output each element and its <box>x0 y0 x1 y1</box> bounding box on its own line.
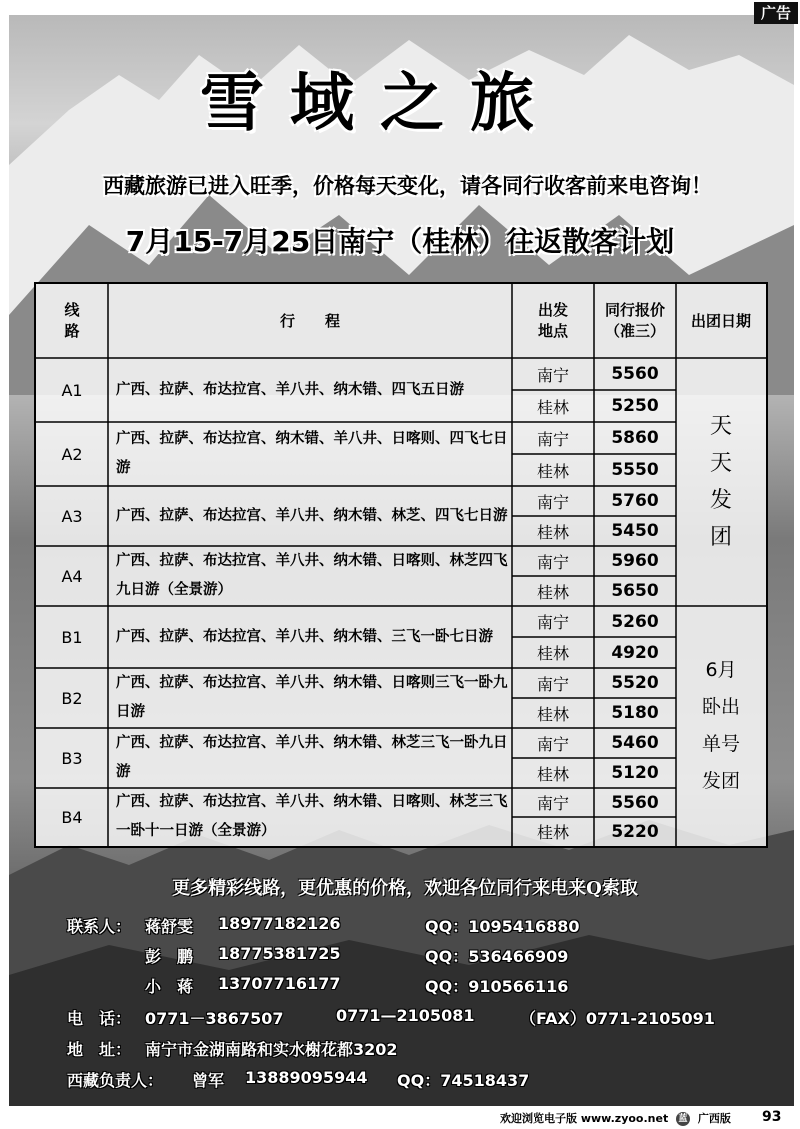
origin-city: 南宁 <box>536 794 569 813</box>
route-code: B1 <box>61 627 83 647</box>
origin-city: 南宁 <box>536 613 569 632</box>
price: 5120 <box>611 763 659 783</box>
price: 5650 <box>611 581 659 601</box>
address-label: 地 址： <box>67 1040 132 1059</box>
price: 5860 <box>611 428 659 448</box>
contact-name: 小 蒋 <box>145 977 194 996</box>
address-value: 南宁市金湖南路和实水榭花都3202 <box>145 1040 398 1059</box>
route-description: 广西、拉萨、布达拉宫、羊八井、纳木错、四飞五日游 <box>116 381 464 398</box>
price: 5520 <box>611 673 659 693</box>
fax-number: （FAX）0771-2105091 <box>520 1009 715 1028</box>
contact-qq: QQ：536466909 <box>425 947 569 966</box>
tibet-contact-name: 曾军 <box>192 1071 225 1090</box>
plan-title: 7月15-7月25日南宁（桂林）往返散客计划 <box>125 225 675 258</box>
origin-city: 南宁 <box>536 492 569 512</box>
header-route: 行 程 <box>279 311 340 330</box>
header-origin: 出发 地点 <box>537 301 568 340</box>
tibet-contact-label: 西藏负责人： <box>67 1071 164 1090</box>
price: 5460 <box>611 733 659 753</box>
departure-daily: 天 天 发 团 <box>709 414 732 550</box>
footer-link[interactable]: 欢迎浏览电子版 www.zyoo.net <box>500 1112 669 1125</box>
header-date: 出团日期 <box>690 311 751 330</box>
origin-city: 桂林 <box>536 397 569 417</box>
price: 5760 <box>611 491 659 511</box>
contact-phone: 18775381725 <box>218 944 341 963</box>
origin-city: 南宁 <box>536 552 569 572</box>
route-code: B4 <box>61 807 83 827</box>
badge-icon: 蓝 <box>676 1112 690 1126</box>
price: 4920 <box>611 642 659 663</box>
origin-city: 南宁 <box>536 429 569 449</box>
origin-city: 南宁 <box>536 365 569 385</box>
origin-city: 南宁 <box>536 734 569 754</box>
itinerary-table <box>34 282 768 848</box>
route-code: B2 <box>61 688 83 708</box>
phone-label: 电 话： <box>67 1009 132 1028</box>
origin-city: 桂林 <box>536 582 569 602</box>
price: 5250 <box>611 396 659 416</box>
route-code: A4 <box>61 566 83 586</box>
route-description: 广西、拉萨、布达拉宫、纳木错、羊八井、日喀则、四飞七日游 <box>116 431 508 476</box>
promo-text: 更多精彩线路，更优惠的价格，欢迎各位同行来电来Q索取 <box>172 878 638 899</box>
contact-phone: 13707716177 <box>218 974 341 993</box>
price: 5560 <box>611 364 659 384</box>
route-description: 广西、拉萨、布达拉宫、羊八井、纳木错、日喀则、林芝四飞九日游（全景游） <box>116 553 508 598</box>
route-description: 广西、拉萨、布达拉宫、羊八井、纳木错、日喀则、林芝三飞一卧十一日游（全景游） <box>116 794 508 839</box>
tibet-contact-qq: QQ：74518437 <box>397 1071 530 1090</box>
phone-number: 0771－3867507 <box>145 1009 284 1028</box>
footer-section: 广西版 <box>697 1112 731 1125</box>
price: 5560 <box>611 792 659 813</box>
route-description: 广西、拉萨、布达拉宫、羊八井、纳木错、三飞一卧七日游 <box>116 628 493 645</box>
contact-qq: QQ：1095416880 <box>425 917 580 936</box>
page-title: 雪域之旅 <box>200 66 560 141</box>
phone-number: 0771—2105081 <box>336 1006 475 1025</box>
contact-name: 彭 鹏 <box>145 947 194 966</box>
contact-qq: QQ：910566116 <box>425 977 569 996</box>
route-code: B3 <box>61 748 83 768</box>
price: 5180 <box>611 703 659 723</box>
contact-phone: 18977182126 <box>218 914 341 933</box>
route-code: A2 <box>61 444 83 464</box>
header-price: 同行报价 （准三） <box>604 301 665 340</box>
slogan: 西藏旅游已进入旺季，价格每天变化，请各同行收客前来电咨询！ <box>103 173 712 198</box>
route-code: A1 <box>61 380 83 400</box>
price: 5260 <box>611 611 659 632</box>
tibet-contact-phone: 13889095944 <box>245 1068 368 1087</box>
footer <box>500 1110 731 1126</box>
contact-label: 联系人： <box>67 917 132 936</box>
price: 5960 <box>611 551 659 571</box>
route-description: 广西、拉萨、布达拉宫、羊八井、纳木错、日喀则三飞一卧九日游 <box>116 675 508 720</box>
origin-city: 桂林 <box>536 644 569 663</box>
contact-name: 蒋舒雯 <box>145 917 194 936</box>
price: 5220 <box>611 821 659 842</box>
origin-city: 桂林 <box>536 522 569 542</box>
origin-city: 桂林 <box>536 704 569 724</box>
route-description: 广西、拉萨、布达拉宫、羊八井、纳木错、林芝、四飞七日游 <box>116 507 508 524</box>
page-number: 93 <box>762 1109 782 1125</box>
route-description: 广西、拉萨、布达拉宫、羊八井、纳木错、林芝三飞一卧九日游 <box>116 735 508 780</box>
departure-odd-days: 6月 卧出 单号 发团 <box>701 659 740 792</box>
price: 5450 <box>611 521 659 541</box>
origin-city: 桂林 <box>536 461 569 481</box>
price: 5550 <box>611 460 659 480</box>
origin-city: 桂林 <box>536 823 569 842</box>
origin-city: 桂林 <box>536 764 569 784</box>
ad-tag: 广告 <box>754 2 798 24</box>
header-code: 线 路 <box>64 301 80 340</box>
route-code: A3 <box>61 506 83 526</box>
origin-city: 南宁 <box>536 674 569 694</box>
